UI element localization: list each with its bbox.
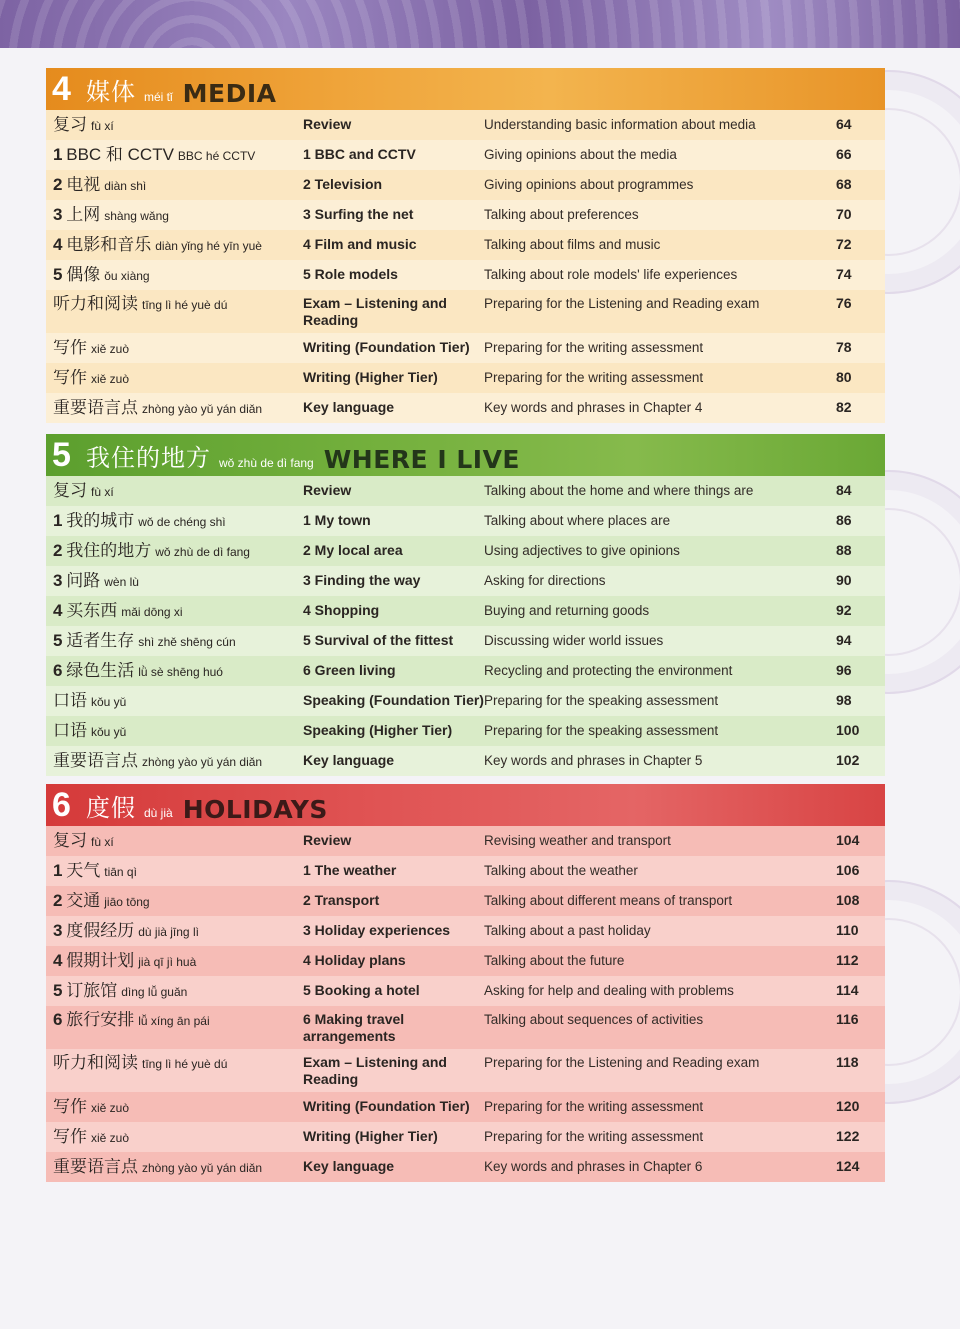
- lesson-description: Asking for help and dealing with problems: [484, 983, 734, 998]
- toc-row: [46, 290, 885, 333]
- toc-row: [46, 1092, 885, 1122]
- lesson-title-english: 5 Role models: [303, 266, 398, 282]
- toc-row: [46, 260, 885, 290]
- page-number: 64: [836, 116, 852, 132]
- lesson-title-chinese: 听力和阅读: [53, 1054, 138, 1072]
- decorative-header-band: [0, 0, 960, 48]
- lesson-title-chinese: 度假经历: [66, 922, 135, 940]
- lesson-title-chinese: 写作: [53, 1128, 87, 1146]
- toc-row: [46, 200, 885, 230]
- chapter-title-chinese: 我住的地方: [86, 444, 211, 472]
- page-number: 102: [836, 752, 860, 768]
- lesson-title-pinyin: dìng lǚ guǎn: [121, 985, 188, 999]
- lesson-title-pinyin: zhòng yào yǔ yán diǎn: [142, 402, 263, 416]
- lesson-title-chinese: 我住的地方: [66, 542, 152, 560]
- toc-row: [46, 886, 885, 916]
- toc-row-chinese-cell: [46, 146, 303, 165]
- lesson-title-pinyin: BBC hé CCTV: [177, 149, 256, 163]
- page-number: 108: [836, 892, 860, 908]
- lesson-title-english: 5 Survival of the fittest: [303, 632, 454, 648]
- toc-row: [46, 393, 885, 423]
- lesson-title-pinyin: dù jià jīng lì: [138, 925, 199, 939]
- lesson-description: Revising weather and transport: [484, 833, 671, 848]
- lesson-number: 6: [53, 1011, 63, 1029]
- lesson-description: Using adjectives to give opinions: [484, 543, 680, 558]
- lesson-title-chinese: 电影和音乐: [66, 236, 152, 254]
- page-number: 122: [836, 1128, 860, 1144]
- lesson-description: Preparing for the writing assessment: [484, 1099, 704, 1114]
- lesson-title-english: Writing (Foundation Tier): [303, 339, 470, 355]
- lesson-title-pinyin: tīng lì hé yuè dú: [142, 298, 228, 312]
- toc-row: [46, 1122, 885, 1152]
- page-number: 90: [836, 572, 852, 588]
- toc-row-chinese-cell: [46, 632, 303, 651]
- toc-row-chinese-cell: [46, 339, 303, 358]
- chapter-rows: [46, 826, 885, 1182]
- toc-row: [46, 1006, 885, 1049]
- lesson-description: Key words and phrases in Chapter 6: [484, 1159, 703, 1174]
- toc-row: [46, 716, 885, 746]
- toc-row-chinese-cell: [46, 952, 303, 971]
- lesson-title-english: Writing (Higher Tier): [303, 1128, 438, 1144]
- lesson-description: Talking about different means of transport: [484, 893, 733, 908]
- toc-row: [46, 946, 885, 976]
- chapter-title-chinese: 媒体: [86, 78, 136, 106]
- lesson-title-english: 4 Shopping: [303, 602, 380, 618]
- toc-row: [46, 596, 885, 626]
- lesson-description: Talking about the weather: [484, 863, 638, 878]
- toc-row: [46, 476, 885, 506]
- lesson-title-english: 3 Holiday experiences: [303, 922, 451, 938]
- chapter-title-english: HOLIDAYS: [182, 795, 328, 824]
- lesson-number: 2: [53, 176, 63, 194]
- lesson-number: 1: [53, 512, 63, 530]
- page-number: 74: [836, 266, 852, 282]
- lesson-number: 3: [53, 206, 63, 224]
- lesson-title-chinese: 偶像: [66, 266, 101, 284]
- lesson-number: 3: [53, 572, 63, 590]
- lesson-title-pinyin: wèn lù: [104, 575, 139, 589]
- page-number: 82: [836, 399, 852, 415]
- lesson-title-pinyin: lǚ xíng ān pái: [138, 1014, 210, 1028]
- lesson-description: Talking about sequences of activities: [484, 1012, 704, 1027]
- chapter-rows: [46, 476, 885, 776]
- chapter-rows: [46, 110, 885, 423]
- lesson-title-english: 4 Film and music: [303, 236, 417, 252]
- lesson-title-chinese: 旅行安排: [66, 1011, 135, 1029]
- toc-row: [46, 686, 885, 716]
- lesson-title-chinese: 电视: [66, 176, 101, 194]
- toc-row-chinese-cell: [46, 482, 303, 501]
- lesson-title-chinese: 重要语言点: [53, 1158, 138, 1176]
- lesson-description: Talking about films and music: [484, 237, 661, 252]
- page-number: 112: [836, 952, 859, 968]
- lesson-title-pinyin: jià qī jì huà: [138, 955, 197, 969]
- lesson-description: Preparing for the writing assessment: [484, 1129, 704, 1144]
- lesson-description: Giving opinions about the media: [484, 147, 677, 162]
- lesson-title-pinyin: wǒ de chéng shì: [138, 515, 226, 529]
- toc-row-chinese-cell: [46, 512, 303, 531]
- toc-row: [46, 140, 885, 170]
- lesson-title-chinese: 我的城市: [66, 512, 135, 530]
- lesson-number: 1: [53, 146, 63, 164]
- lesson-title-chinese: 买东西: [66, 602, 118, 620]
- toc-row-chinese-cell: [46, 752, 303, 771]
- toc-row: [46, 826, 885, 856]
- lesson-number: 6: [53, 662, 63, 680]
- lesson-number: 3: [53, 922, 63, 940]
- lesson-title-pinyin: xiě zuò: [91, 342, 130, 356]
- lesson-title-pinyin: fù xí: [91, 485, 114, 499]
- page-number: 66: [836, 146, 852, 162]
- page-number: 88: [836, 542, 852, 558]
- chapter-title-pinyin: wǒ zhù de dì fang: [219, 456, 314, 470]
- toc-row-chinese-cell: [46, 722, 303, 741]
- lesson-title-english: Writing (Higher Tier): [303, 369, 438, 385]
- lesson-number: 5: [53, 982, 63, 1000]
- toc-row-chinese-cell: [46, 206, 303, 225]
- page-number: 70: [836, 206, 852, 222]
- chapter-number: 5: [52, 435, 71, 474]
- lesson-title-chinese: 写作: [53, 369, 87, 387]
- lesson-title-english: Exam – Listening and Reading: [303, 295, 447, 328]
- lesson-title-chinese: 订旅馆: [66, 982, 118, 1000]
- lesson-title-chinese: 听力和阅读: [53, 295, 138, 313]
- lesson-title-pinyin: fù xí: [91, 119, 114, 133]
- lesson-description: Preparing for the Listening and Reading exam: [484, 296, 760, 311]
- lesson-description: Preparing for the writing assessment: [484, 370, 704, 385]
- lesson-title-english: 3 Finding the way: [303, 572, 421, 588]
- chapter-section-media: [46, 68, 885, 423]
- lesson-number: 5: [53, 266, 63, 284]
- lesson-title-chinese: 复习: [53, 832, 87, 850]
- toc-row-chinese-cell: [46, 1054, 303, 1073]
- page-number: 124: [836, 1158, 860, 1174]
- lesson-title-english: 1 My town: [303, 512, 371, 528]
- lesson-title-pinyin: ǒu xiàng: [104, 269, 150, 283]
- toc-row-chinese-cell: [46, 295, 303, 314]
- chapter-header: [46, 434, 885, 476]
- lesson-title-pinyin: kǒu yǔ: [91, 725, 127, 739]
- page-number: 86: [836, 512, 852, 528]
- lesson-description: Asking for directions: [484, 573, 606, 588]
- lesson-title-chinese: 天气: [66, 862, 101, 880]
- lesson-title-english: 2 Transport: [303, 892, 380, 908]
- toc-row: [46, 976, 885, 1006]
- lesson-title-english: Key language: [303, 752, 395, 768]
- chapter-title-english: WHERE I LIVE: [323, 445, 521, 474]
- lesson-title-english: Review: [303, 832, 352, 848]
- toc-row-chinese-cell: [46, 572, 303, 591]
- lesson-number: 4: [53, 236, 63, 254]
- lesson-title-english: Key language: [303, 1158, 395, 1174]
- lesson-description: Talking about preferences: [484, 207, 639, 222]
- page-number: 92: [836, 602, 852, 618]
- lesson-title-pinyin: jiāo tōng: [104, 895, 150, 909]
- lesson-number: 2: [53, 542, 63, 560]
- toc-row-chinese-cell: [46, 692, 303, 711]
- lesson-title-pinyin: xiě zuò: [91, 1131, 130, 1145]
- lesson-title-chinese: 交通: [66, 892, 101, 910]
- lesson-description: Preparing for the speaking assessment: [484, 723, 719, 738]
- toc-row: [46, 506, 885, 536]
- lesson-number: 5: [53, 632, 63, 650]
- toc-row-chinese-cell: [46, 862, 303, 881]
- lesson-title-chinese: 上网: [66, 206, 101, 224]
- toc-row-chinese-cell: [46, 266, 303, 285]
- lesson-title-english: 5 Booking a hotel: [303, 982, 420, 998]
- lesson-description: Giving opinions about programmes: [484, 177, 694, 192]
- toc-row-chinese-cell: [46, 832, 303, 851]
- lesson-number: 1: [53, 862, 63, 880]
- page-number: 72: [836, 236, 852, 252]
- toc-row-chinese-cell: [46, 1128, 303, 1147]
- lesson-title-pinyin: shì zhě shēng cún: [138, 635, 236, 649]
- page-number: 118: [836, 1054, 859, 1070]
- lesson-title-chinese: 绿色生活: [66, 662, 135, 680]
- lesson-description: Preparing for the Listening and Reading exam: [484, 1055, 760, 1070]
- chapter-section-where-i-live: [46, 434, 885, 776]
- lesson-description: Talking about the home and where things are: [484, 483, 754, 498]
- page-number: 114: [836, 982, 859, 998]
- toc-row-chinese-cell: [46, 369, 303, 388]
- toc-row: [46, 856, 885, 886]
- lesson-title-pinyin: fù xí: [91, 835, 114, 849]
- lesson-title-english: 2 Television: [303, 176, 383, 192]
- toc-row: [46, 916, 885, 946]
- toc-row-chinese-cell: [46, 1011, 303, 1030]
- chapter-header: [46, 784, 885, 826]
- lesson-title-chinese: 口语: [53, 692, 87, 710]
- toc-row: [46, 656, 885, 686]
- chapter-section-holidays: [46, 784, 885, 1182]
- lesson-title-english: Writing (Foundation Tier): [303, 1098, 470, 1114]
- lesson-description: Understanding basic information about media: [484, 117, 756, 132]
- page-number: 78: [836, 339, 852, 355]
- lesson-title-pinyin: wǒ zhù de dì fang: [155, 545, 250, 559]
- lesson-title-english: 2 My local area: [303, 542, 403, 558]
- page-number: 106: [836, 862, 860, 878]
- toc-row-chinese-cell: [46, 602, 303, 621]
- lesson-title-english: Key language: [303, 399, 395, 415]
- toc-row-chinese-cell: [46, 662, 303, 681]
- lesson-title-english: Speaking (Higher Tier): [303, 722, 453, 738]
- lesson-title-chinese: 重要语言点: [53, 752, 138, 770]
- lesson-title-english: Review: [303, 116, 352, 132]
- page-number: 76: [836, 295, 852, 311]
- toc-row: [46, 566, 885, 596]
- lesson-title-english: Speaking (Foundation Tier): [303, 692, 484, 708]
- lesson-title-pinyin: diàn yǐng hé yīn yuè: [155, 239, 262, 253]
- lesson-number: 4: [53, 602, 63, 620]
- lesson-description: Key words and phrases in Chapter 4: [484, 400, 703, 415]
- lesson-title-pinyin: tiān qì: [104, 865, 137, 879]
- page-number: 96: [836, 662, 852, 678]
- toc-row: [46, 170, 885, 200]
- page-number: 100: [836, 722, 860, 738]
- lesson-title-english: 6 Making travel arrangements: [303, 1011, 405, 1044]
- lesson-title-pinyin: lǜ sè shēng huó: [138, 665, 223, 679]
- lesson-title-pinyin: xiě zuò: [91, 1101, 130, 1115]
- toc-row: [46, 746, 885, 776]
- toc-row: [46, 333, 885, 363]
- lesson-title-english: 6 Green living: [303, 662, 396, 678]
- lesson-title-chinese: 适者生存: [66, 632, 135, 650]
- lesson-description: Preparing for the writing assessment: [484, 340, 704, 355]
- lesson-description: Talking about the future: [484, 953, 625, 968]
- toc-row-chinese-cell: [46, 542, 303, 561]
- page-number: 98: [836, 692, 852, 708]
- toc-row-chinese-cell: [46, 236, 303, 255]
- lesson-number: 2: [53, 892, 63, 910]
- chapter-title-chinese: 度假: [86, 794, 136, 822]
- page-number: 104: [836, 832, 860, 848]
- lesson-title-chinese: 复习: [53, 482, 87, 500]
- lesson-title-pinyin: diàn shì: [104, 179, 147, 193]
- toc-row: [46, 1152, 885, 1182]
- lesson-title-pinyin: zhòng yào yǔ yán diǎn: [142, 1161, 263, 1175]
- lesson-title-english: 1 The weather: [303, 862, 397, 878]
- lesson-description: Talking about role models' life experiences: [484, 267, 738, 282]
- lesson-title-english: Exam – Listening and Reading: [303, 1054, 447, 1087]
- lesson-title-pinyin: zhòng yào yǔ yán diǎn: [142, 755, 263, 769]
- page-number: 80: [836, 369, 852, 385]
- lesson-description: Buying and returning goods: [484, 603, 650, 618]
- toc-row-chinese-cell: [46, 1158, 303, 1177]
- chapter-number: 6: [52, 785, 71, 824]
- lesson-title-chinese: 复习: [53, 116, 87, 134]
- toc-row-chinese-cell: [46, 176, 303, 195]
- page-number: 116: [836, 1011, 859, 1027]
- toc-row-chinese-cell: [46, 399, 303, 418]
- lesson-description: Discussing wider world issues: [484, 633, 664, 648]
- chapter-title-pinyin: dù jià: [144, 806, 173, 820]
- toc-row: [46, 110, 885, 140]
- lesson-title-chinese: 重要语言点: [53, 399, 138, 417]
- toc-row: [46, 626, 885, 656]
- toc-row: [46, 536, 885, 566]
- lesson-title-pinyin: mǎi dōng xi: [121, 605, 183, 619]
- lesson-title-chinese: 写作: [53, 1098, 87, 1116]
- chapter-title-pinyin: méi tǐ: [144, 90, 173, 104]
- toc-row: [46, 230, 885, 260]
- lesson-description: Talking about a past holiday: [484, 923, 651, 938]
- lesson-title-chinese: 口语: [53, 722, 87, 740]
- toc-row-chinese-cell: [46, 982, 303, 1001]
- lesson-title-pinyin: kǒu yǔ: [91, 695, 127, 709]
- toc-row-chinese-cell: [46, 116, 303, 135]
- lesson-title-english: 4 Holiday plans: [303, 952, 406, 968]
- toc-row-chinese-cell: [46, 922, 303, 941]
- lesson-title-chinese: 写作: [53, 339, 87, 357]
- page-number: 120: [836, 1098, 860, 1114]
- lesson-title-chinese: BBC 和 CCTV: [66, 146, 174, 164]
- lesson-title-pinyin: xiě zuò: [91, 372, 130, 386]
- toc-row: [46, 363, 885, 393]
- lesson-number: 4: [53, 952, 63, 970]
- page-number: 94: [836, 632, 852, 648]
- page-number: 84: [836, 482, 852, 498]
- lesson-description: Recycling and protecting the environment: [484, 663, 733, 678]
- toc-row-chinese-cell: [46, 892, 303, 911]
- page-number: 68: [836, 176, 852, 192]
- toc-row-chinese-cell: [46, 1098, 303, 1117]
- lesson-title-chinese: 问路: [66, 572, 101, 590]
- lesson-title-pinyin: shàng wǎng: [104, 209, 169, 223]
- lesson-description: Key words and phrases in Chapter 5: [484, 753, 703, 768]
- page-number: 110: [836, 922, 859, 938]
- lesson-title-english: 3 Surfing the net: [303, 206, 414, 222]
- chapter-number: 4: [52, 69, 71, 108]
- chapter-header: [46, 68, 885, 110]
- lesson-description: Talking about where places are: [484, 513, 671, 528]
- lesson-title-english: 1 BBC and CCTV: [303, 146, 416, 162]
- lesson-title-pinyin: tīng lì hé yuè dú: [142, 1057, 228, 1071]
- lesson-title-english: Review: [303, 482, 352, 498]
- lesson-title-chinese: 假期计划: [66, 952, 135, 970]
- toc-row: [46, 1049, 885, 1092]
- chapter-title-english: MEDIA: [182, 79, 277, 108]
- lesson-description: Preparing for the speaking assessment: [484, 693, 719, 708]
